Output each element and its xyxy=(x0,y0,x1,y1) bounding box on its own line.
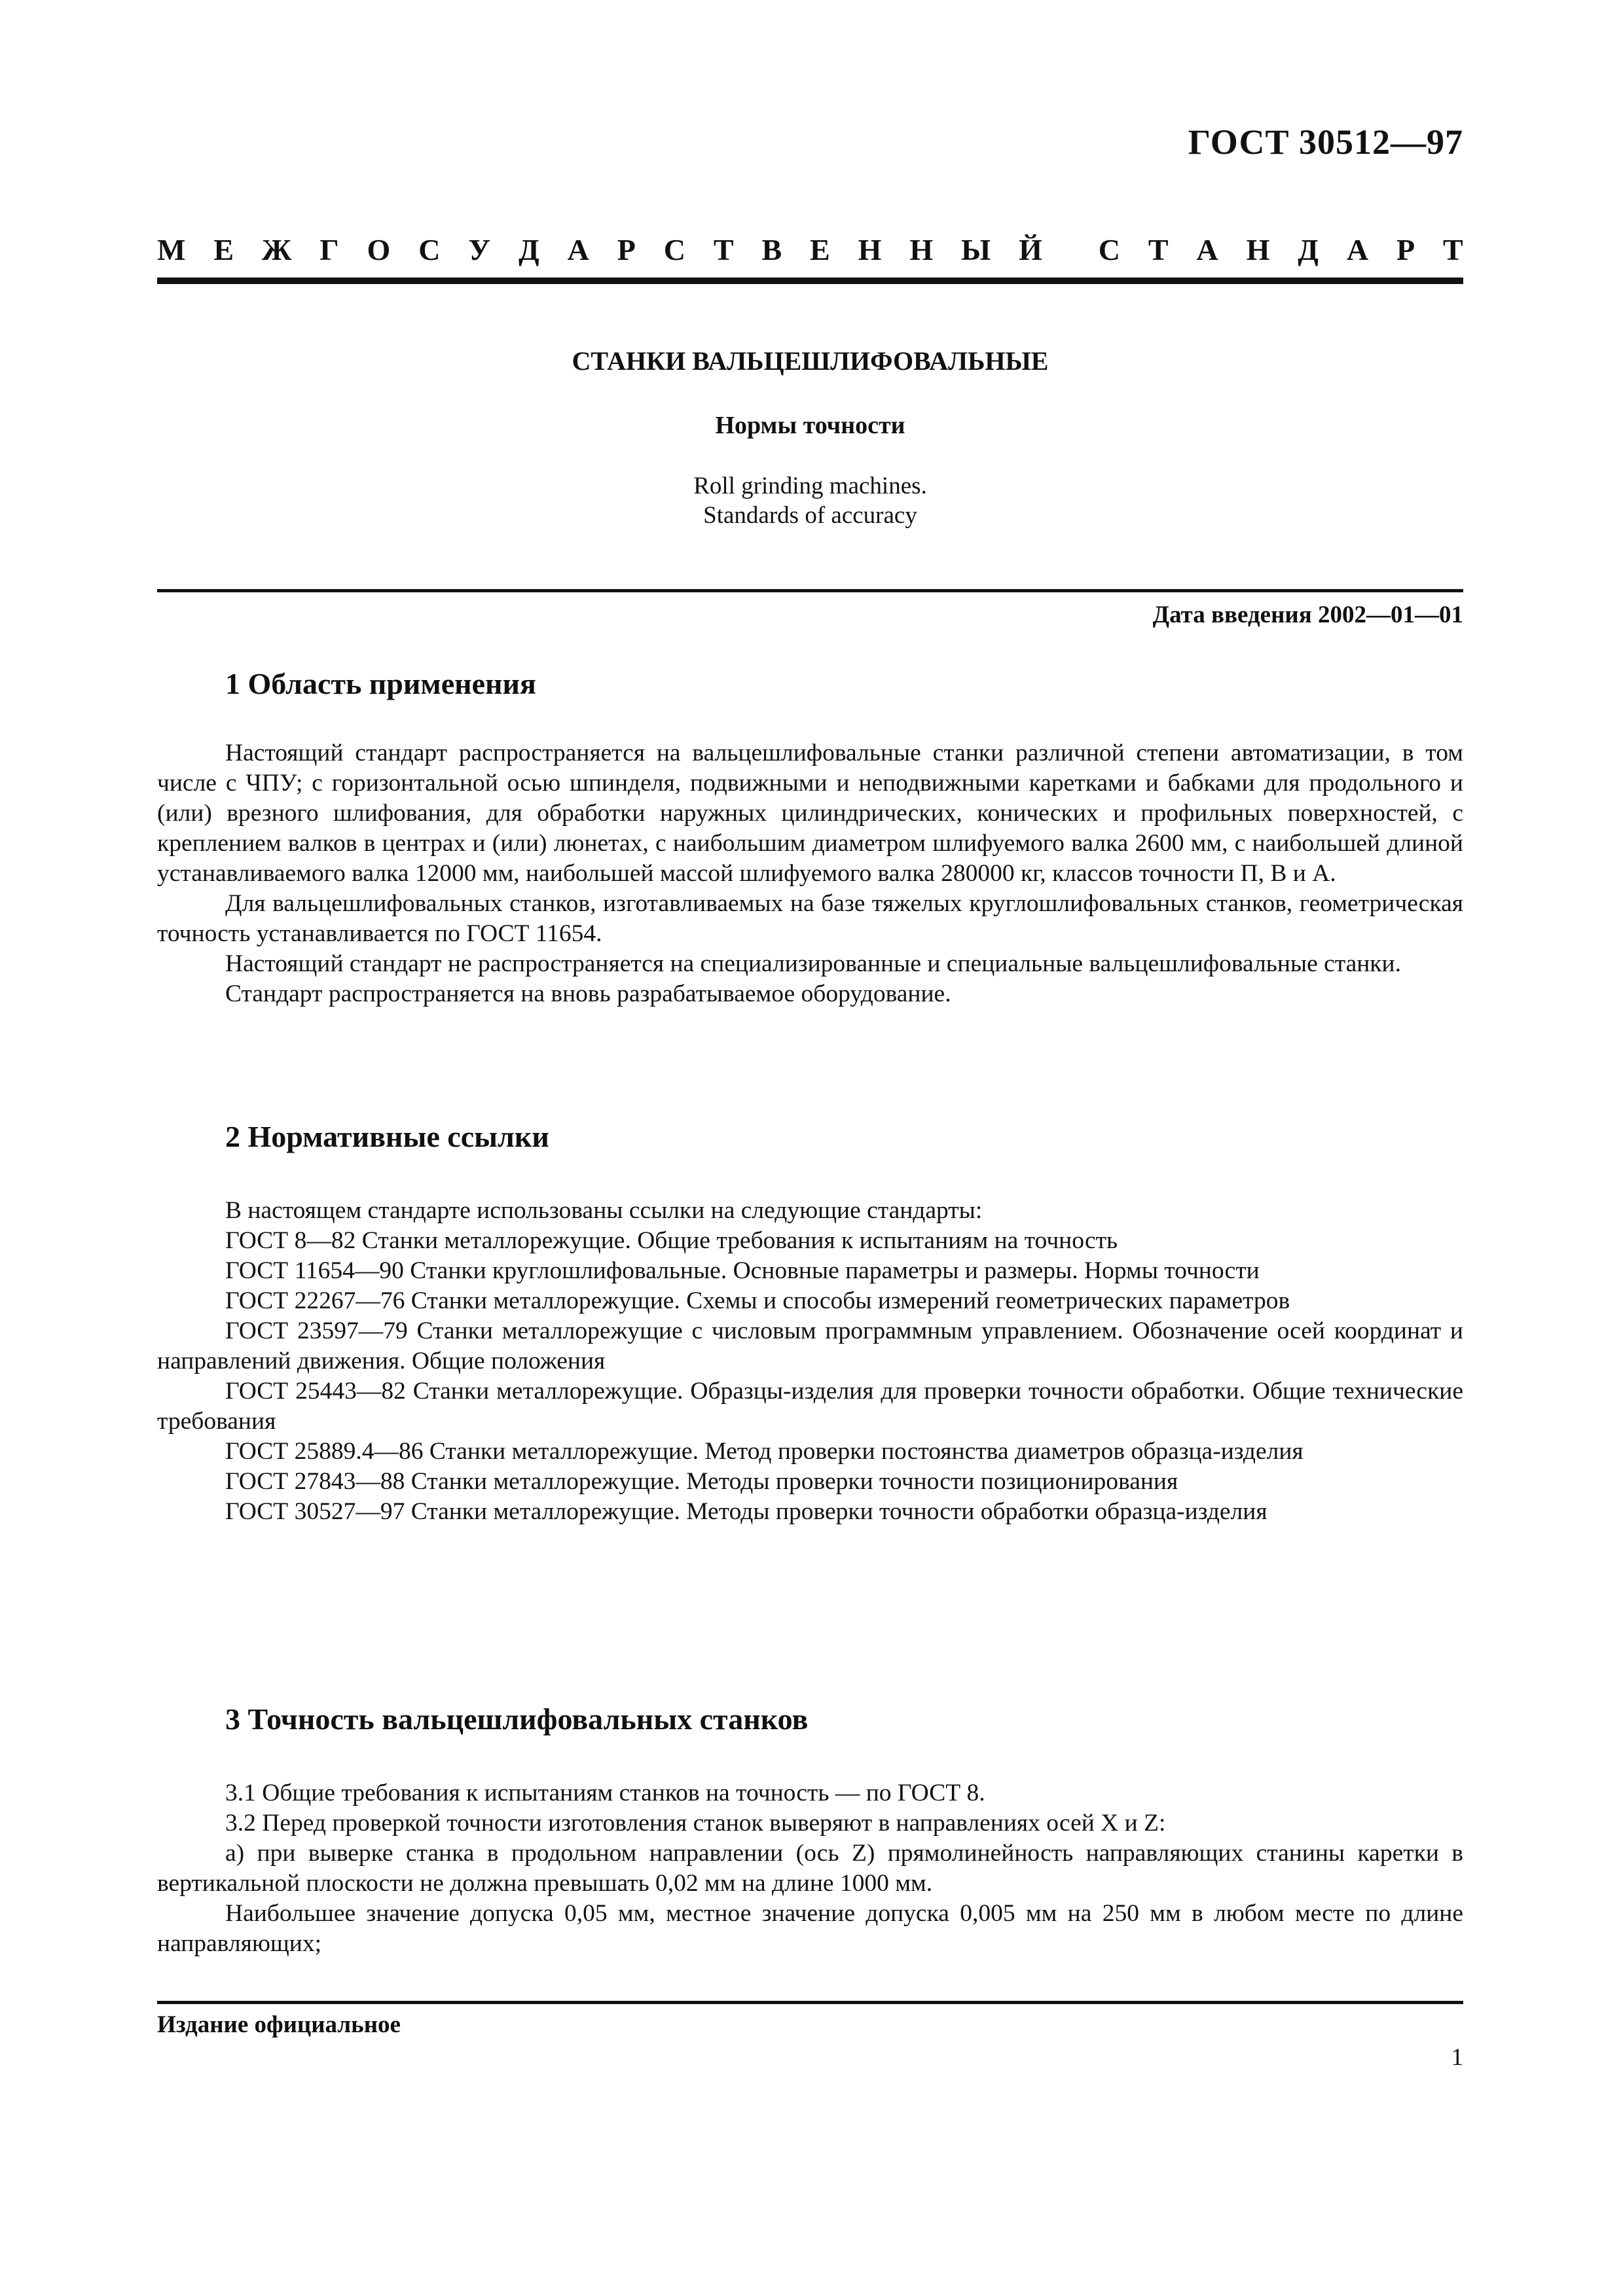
banner-letter: С xyxy=(418,233,441,266)
standard-title: СТАНКИ ВАЛЬЦЕШЛИФОВАЛЬНЫЕ xyxy=(572,346,1049,376)
reference-item: ГОСТ 23597—79 Станки металлорежущие с числовым программным управлением. Обозначение осей координат и направлений движения. Общие положения xyxy=(157,1318,1463,1374)
section-heading: 2 Нормативные ссылки xyxy=(225,1120,549,1153)
banner-letter: Н xyxy=(858,233,882,266)
banner-letter: Н xyxy=(1246,233,1270,266)
banner-letter: Т xyxy=(1148,233,1169,266)
interstate-standard-banner xyxy=(157,232,1463,267)
paragraph: Настоящий стандарт распространяется на вальцешлифовальные станки различной степени автоматизации, в том числе с ЧПУ; с горизонтальной осью шпинделя, подвижными и неподвижными каретками и бабками для продольного и (или) врезного шлифования, для обработки наружных цилиндрических, конических и профильных поверхностей, с креплением валков в центрах и (или) люнетах, с наибольшим диаметром шлифуемого валка 2600 мм, с наибольшей длиной устанавливаемого валка 12000 мм, наибольшей массой шлифуемого валка 280000 кг, классов точности П, В и А. xyxy=(157,740,1463,887)
banner-letter: Н xyxy=(909,233,934,266)
paragraph: Для вальцешлифовальных станков, изготавливаемых на базе тяжелых круглошлифовальных станков, геометрическая точность устанавливается по ГОСТ 11654. xyxy=(157,890,1463,947)
reference-item: ГОСТ 8—82 Станки металлорежущие. Общие требования к испытаниям на точность xyxy=(225,1227,1118,1254)
document-code: ГОСТ 30512—97 xyxy=(1188,122,1463,162)
paragraph: а) при выверке станка в продольном направлении (ось Z) прямолинейность направляющих станины каретки в вертикальной плоскости не должна превышать 0,02 мм на длине 1000 мм. xyxy=(157,1840,1463,1897)
english-title-line: Roll grinding machines. xyxy=(693,473,927,499)
banner-letter: Ж xyxy=(261,233,292,266)
section-body xyxy=(157,1196,1463,1527)
reference-item: ГОСТ 30527—97 Станки металлорежущие. Методы проверки точности обработки образца-изделия xyxy=(225,1498,1267,1525)
footer-divider xyxy=(157,2001,1463,2004)
english-title-line: Standards of accuracy xyxy=(703,502,917,529)
title-divider xyxy=(157,589,1463,592)
standard-subtitle: Нормы точности xyxy=(715,412,905,439)
banner-letter: Е xyxy=(213,233,234,266)
reference-item: ГОСТ 27843—88 Станки металлорежущие. Методы проверки точности позиционирования xyxy=(225,1468,1178,1495)
banner-letter: С xyxy=(663,233,685,266)
reference-item: ГОСТ 25889.4—86 Станки металлорежущие. Метод проверки постоянства диаметров образца-изделия xyxy=(225,1438,1304,1465)
banner-letter: А xyxy=(1196,233,1218,266)
english-title xyxy=(157,471,1463,530)
edition-label: Издание официальное xyxy=(157,2011,401,2038)
reference-item: ГОСТ 11654—90 Станки круглошлифовальные. Основные параметры и размеры. Нормы точности xyxy=(225,1257,1260,1284)
section-heading: 3 Точность вальцешлифовальных станков xyxy=(225,1702,809,1736)
banner-letter: У xyxy=(468,233,491,266)
banner-letter: Т xyxy=(1442,233,1463,266)
banner-letter: Ы xyxy=(961,233,991,266)
banner-letter: О xyxy=(367,233,391,266)
header-divider xyxy=(157,278,1463,284)
banner-letter: Р xyxy=(617,233,636,266)
reference-item: ГОСТ 25443—82 Станки металлорежущие. Образцы-изделия для проверки точности обработки. Общие технические требования xyxy=(157,1378,1463,1435)
banner-letter: А xyxy=(1346,233,1369,266)
banner-letter: Г xyxy=(319,233,339,266)
banner-letter: Д xyxy=(1298,233,1319,266)
paragraph: Наибольшее значение допуска 0,05 мм, местное значение допуска 0,005 мм на 250 мм в любом месте по длине направляющих; xyxy=(157,1900,1463,1957)
banner-letter: Д xyxy=(519,233,539,266)
banner-letter: Р xyxy=(1396,233,1415,266)
paragraph: Стандарт распространяется на вновь разрабатываемое оборудование. xyxy=(225,980,951,1007)
banner-letter: Е xyxy=(810,233,830,266)
banner-letter: Т xyxy=(713,233,734,266)
banner-letter: А xyxy=(567,233,589,266)
page-number: 1 xyxy=(1451,2044,1463,2071)
banner-letter: М xyxy=(157,233,186,266)
banner-letter: В xyxy=(761,233,782,266)
paragraph: 3.1 Общие требования к испытаниям станков на точность — по ГОСТ 8. xyxy=(225,1780,985,1806)
paragraph: 3.2 Перед проверкой точности изготовления станок выверяют в направлениях осей X и Z: xyxy=(225,1810,1166,1837)
section-body xyxy=(157,1778,1463,1959)
introduction-date: Дата введения 2002—01—01 xyxy=(1152,601,1463,628)
paragraph: Настоящий стандарт не распространяется на специализированные и специальные вальцешлифовальные станки. xyxy=(225,950,1401,977)
section-body xyxy=(157,738,1463,1009)
reference-item: ГОСТ 22267—76 Станки металлорежущие. Схемы и способы измерений геометрических параметров xyxy=(225,1287,1290,1314)
section-heading: 1 Область применения xyxy=(225,667,536,700)
banner-letter: С xyxy=(1098,233,1120,266)
paragraph: В настоящем стандарте использованы ссылки на следующие стандарты: xyxy=(225,1197,983,1224)
banner-letter: Й xyxy=(1019,233,1042,266)
